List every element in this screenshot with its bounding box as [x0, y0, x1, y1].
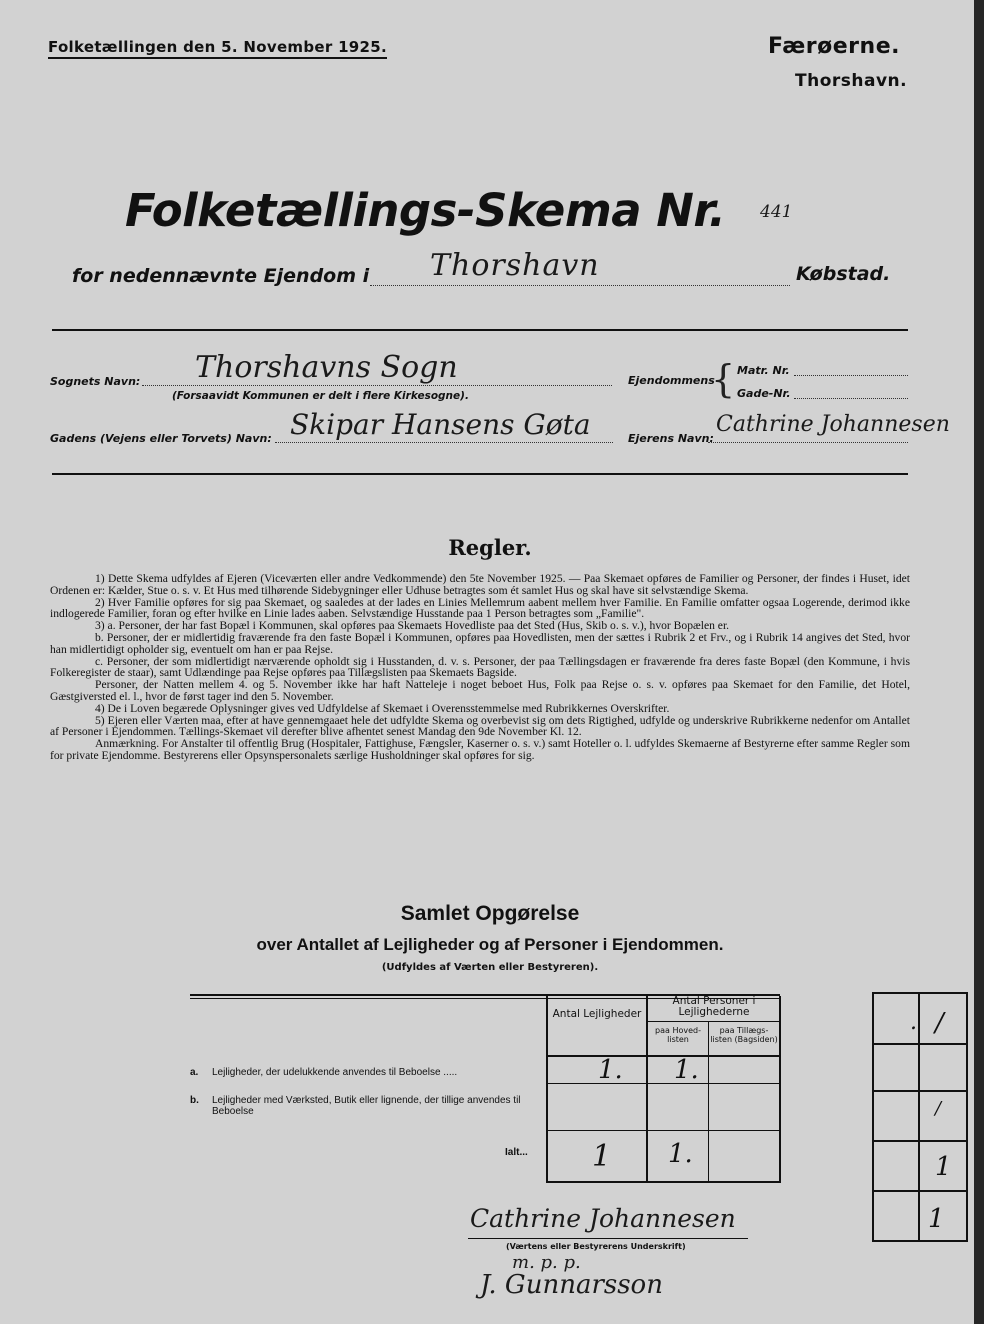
street-dotted-line	[275, 442, 613, 443]
col-personer-header: Antal Personer i Lejlighederne	[672, 995, 756, 1018]
rule-paragraph: c. Personer, der som midlertidigt nærværende opholdt sig i Husstanden, d. v. s. Personer, der paa Tællingsdagen er fraværende fra deres faste Bopæl (den Kommune, i hvis Folkeregister de staar), samt Udlændinge paa Rejse opføres paa Tillægslisten paa Skemaets Bagside.	[50, 654, 910, 680]
table-row-a-line	[546, 1083, 780, 1084]
table-col-line	[546, 996, 548, 1183]
summary-note: (Udfyldes af Værten eller Bestyreren).	[381, 962, 599, 973]
divider-bottom	[52, 473, 908, 475]
parish-label: Sognets Navn:	[50, 375, 141, 388]
town-header: Thorshavn.	[795, 71, 908, 91]
matr-label: Matr. Nr.	[737, 364, 790, 377]
rules-body	[50, 573, 910, 762]
extra-signature: J. Gunnarsson	[480, 1270, 663, 1300]
side-grid-line	[872, 1090, 968, 1092]
owner-label: Ejerens Navn:	[628, 432, 714, 445]
summary-subtitle: over Antallet af Lejligheder og af Personer i Ejendommen.	[256, 935, 724, 954]
matr-dotted-line	[794, 375, 908, 376]
side-grid-line	[872, 992, 874, 1242]
summary-title: Samlet Opgørelse	[400, 902, 580, 925]
form-title-text: Folketællings-Skema Nr.	[125, 184, 726, 237]
owner-dotted-line	[708, 442, 908, 443]
rule-paragraph: Anmærkning. For Anstalter til offentlig Brug (Hospitaler, Fattighuse, Fængsler, Kaserner o. s. v.) samt Hoteller o. l. udfyldes Skemaerne af Bestyrerne efter samme Regler som for private Ejendomme. Bestyrerens eller Opsynspersonalets særlige Husholdninger skal opføres for sig.	[50, 737, 910, 762]
rule-paragraph: Personer, der Natten mellem 4. og 5. November ikke har haft Natteleje i noget beboet Hus, Folk paa Rejse o. s. v. opføres paa Skemaet for den Familie, det Hotel, Gæstgiversted el. l., hvor de først tager ind den 5. November.	[50, 678, 910, 703]
rule-paragraph: 2) Hver Familie opføres for sig paa Skemaet, og saaledes at der lades en Linies Mellemrum aabent mellem hver Familie. En Familie omfatter ogsaa Logerende, derimod ikke indlogerede Familier, foran og efter hvilke en Linie lades aaben. Selvstændige Husstande paa 1 Person betragtes som „Familie".	[50, 595, 910, 621]
signature-label: (Værtens eller Bestyrerens Underskrift)	[506, 1242, 686, 1251]
side-grid-line	[918, 992, 920, 1242]
side-grid-line	[872, 1190, 968, 1192]
table-header-bottom-line	[546, 1055, 780, 1057]
region-header: Færøerne.	[768, 34, 900, 59]
kobstad-label: Købstad.	[796, 263, 891, 285]
form-title	[125, 184, 725, 237]
form-subtitle: for nedennævnte Ejendom i	[72, 265, 370, 287]
gade-dotted-line	[794, 398, 908, 399]
census-date-header: Folketællingen den 5. November 1925.	[48, 38, 387, 59]
row-a-antal-value: 1.	[598, 1055, 623, 1085]
table-subheader-line	[648, 1021, 780, 1022]
table-col-line	[646, 996, 648, 1183]
place-handwritten: Thorshavn	[430, 248, 600, 283]
row-b-label: Lejligheder med Værksted, Butik eller lignende, der tillige anvendes til Beboelse	[212, 1095, 521, 1117]
ialt-antal-value: 1	[592, 1139, 612, 1174]
form-number: 441	[760, 202, 793, 222]
signature-line	[468, 1238, 748, 1239]
side-mark: /	[935, 1098, 942, 1119]
place-dotted-line	[370, 285, 790, 286]
side-mark: 1	[928, 1204, 945, 1234]
parish-note: (Forsaavidt Kommunen er delt i flere Kirkesogne).	[172, 390, 469, 402]
scan-edge	[974, 0, 984, 1324]
col-antal-header: Antal Lejligheder	[552, 1008, 642, 1020]
table-col-line	[779, 996, 781, 1183]
ialt-hoved-value: 1.	[668, 1139, 693, 1169]
property-label: Ejendommens	[628, 374, 715, 387]
parish-dotted-line	[142, 385, 612, 386]
side-grid-line	[872, 1140, 968, 1142]
side-grid-line	[966, 992, 968, 1242]
side-grid-line	[872, 992, 968, 994]
table-col-line	[708, 1021, 709, 1183]
table-row-b-line	[546, 1130, 780, 1131]
row-ialt-label: Ialt...	[505, 1147, 528, 1158]
rule-paragraph: 4) De i Loven begærede Oplysninger gives ved Udfyldelse af Skemaet i Overensstemmelse med Rubrikkernes Overskrifter.	[95, 701, 670, 715]
parish-value: Thorshavns Sogn	[195, 350, 458, 385]
col-hoved-header: paa Hoved-listen	[655, 1026, 701, 1044]
side-mark: /	[935, 1008, 944, 1038]
side-mark: .	[910, 1010, 917, 1035]
gade-label: Gade-Nr.	[737, 387, 791, 400]
street-value: Skipar Hansens Gøta	[290, 408, 591, 441]
divider-top	[52, 329, 908, 331]
side-grid-line	[872, 1240, 968, 1242]
owner-signature: Cathrine Johannesen	[470, 1204, 736, 1233]
rule-paragraph: b. Personer, der er midlertidig fraværende fra den faste Bopæl i Kommunen, opføres paa Hovedlisten, men der sættes i Rubrik 2 et Frv., og i Rubrik 14 angives det Sted, hvor han midlertidigt opholder sig, eventuelt om han er paa Rejse.	[50, 630, 910, 656]
side-mark: 1	[935, 1152, 952, 1182]
row-a-hoved-value: 1.	[674, 1055, 699, 1085]
side-grid-line	[872, 1043, 968, 1045]
street-label: Gadens (Vejens eller Torvets) Navn:	[50, 432, 272, 445]
rules-title: Regler.	[448, 535, 532, 560]
extra-note-mpp: m. p. p.	[512, 1252, 581, 1273]
owner-value: Cathrine Johannesen	[716, 412, 950, 437]
row-a-letter: a.	[190, 1067, 199, 1078]
col-tillaeg-header: paa Tillægs-listen (Bagsiden)	[710, 1026, 778, 1044]
brace-icon: {	[711, 357, 736, 401]
row-a-label: Lejligheder, der udelukkende anvendes til Beboelse .....	[212, 1067, 458, 1078]
rule-paragraph: 1) Dette Skema udfyldes af Ejeren (Viceværten eller andre Vedkommende) den 5te November 1925. — Paa Skemaet opføres de Familier og Personer, der findes i Huset, idet Ordenen er: Kælder, Stue o. s. v. Et Hus med tilhørende Sidebygninger eller Udhuse betragtes som ét samlet Hus og skal have sit selvstændige Skema.	[50, 572, 910, 597]
table-bottom-line	[546, 1181, 780, 1183]
rule-paragraph: 3) a. Personer, der har fast Bopæl i Kommunen, skal opføres paa Skemaets Hovedliste paa det Sted (Hus, Skib o. s. v.), hvor Bopælen er.	[95, 619, 730, 633]
rule-paragraph: 5) Ejeren eller Værten maa, efter at have gennemgaaet hele det udfyldte Skema og overbevist sig om dets Rigtighed, udfylde og underskrive Rubrikkerne nedenfor om Antallet af Personer i Ejendommen. Tællings-Skemaet vil derefter blive afhentet senest Mandag den 9de November Kl. 12.	[50, 713, 910, 739]
row-b-letter: b.	[190, 1095, 199, 1106]
